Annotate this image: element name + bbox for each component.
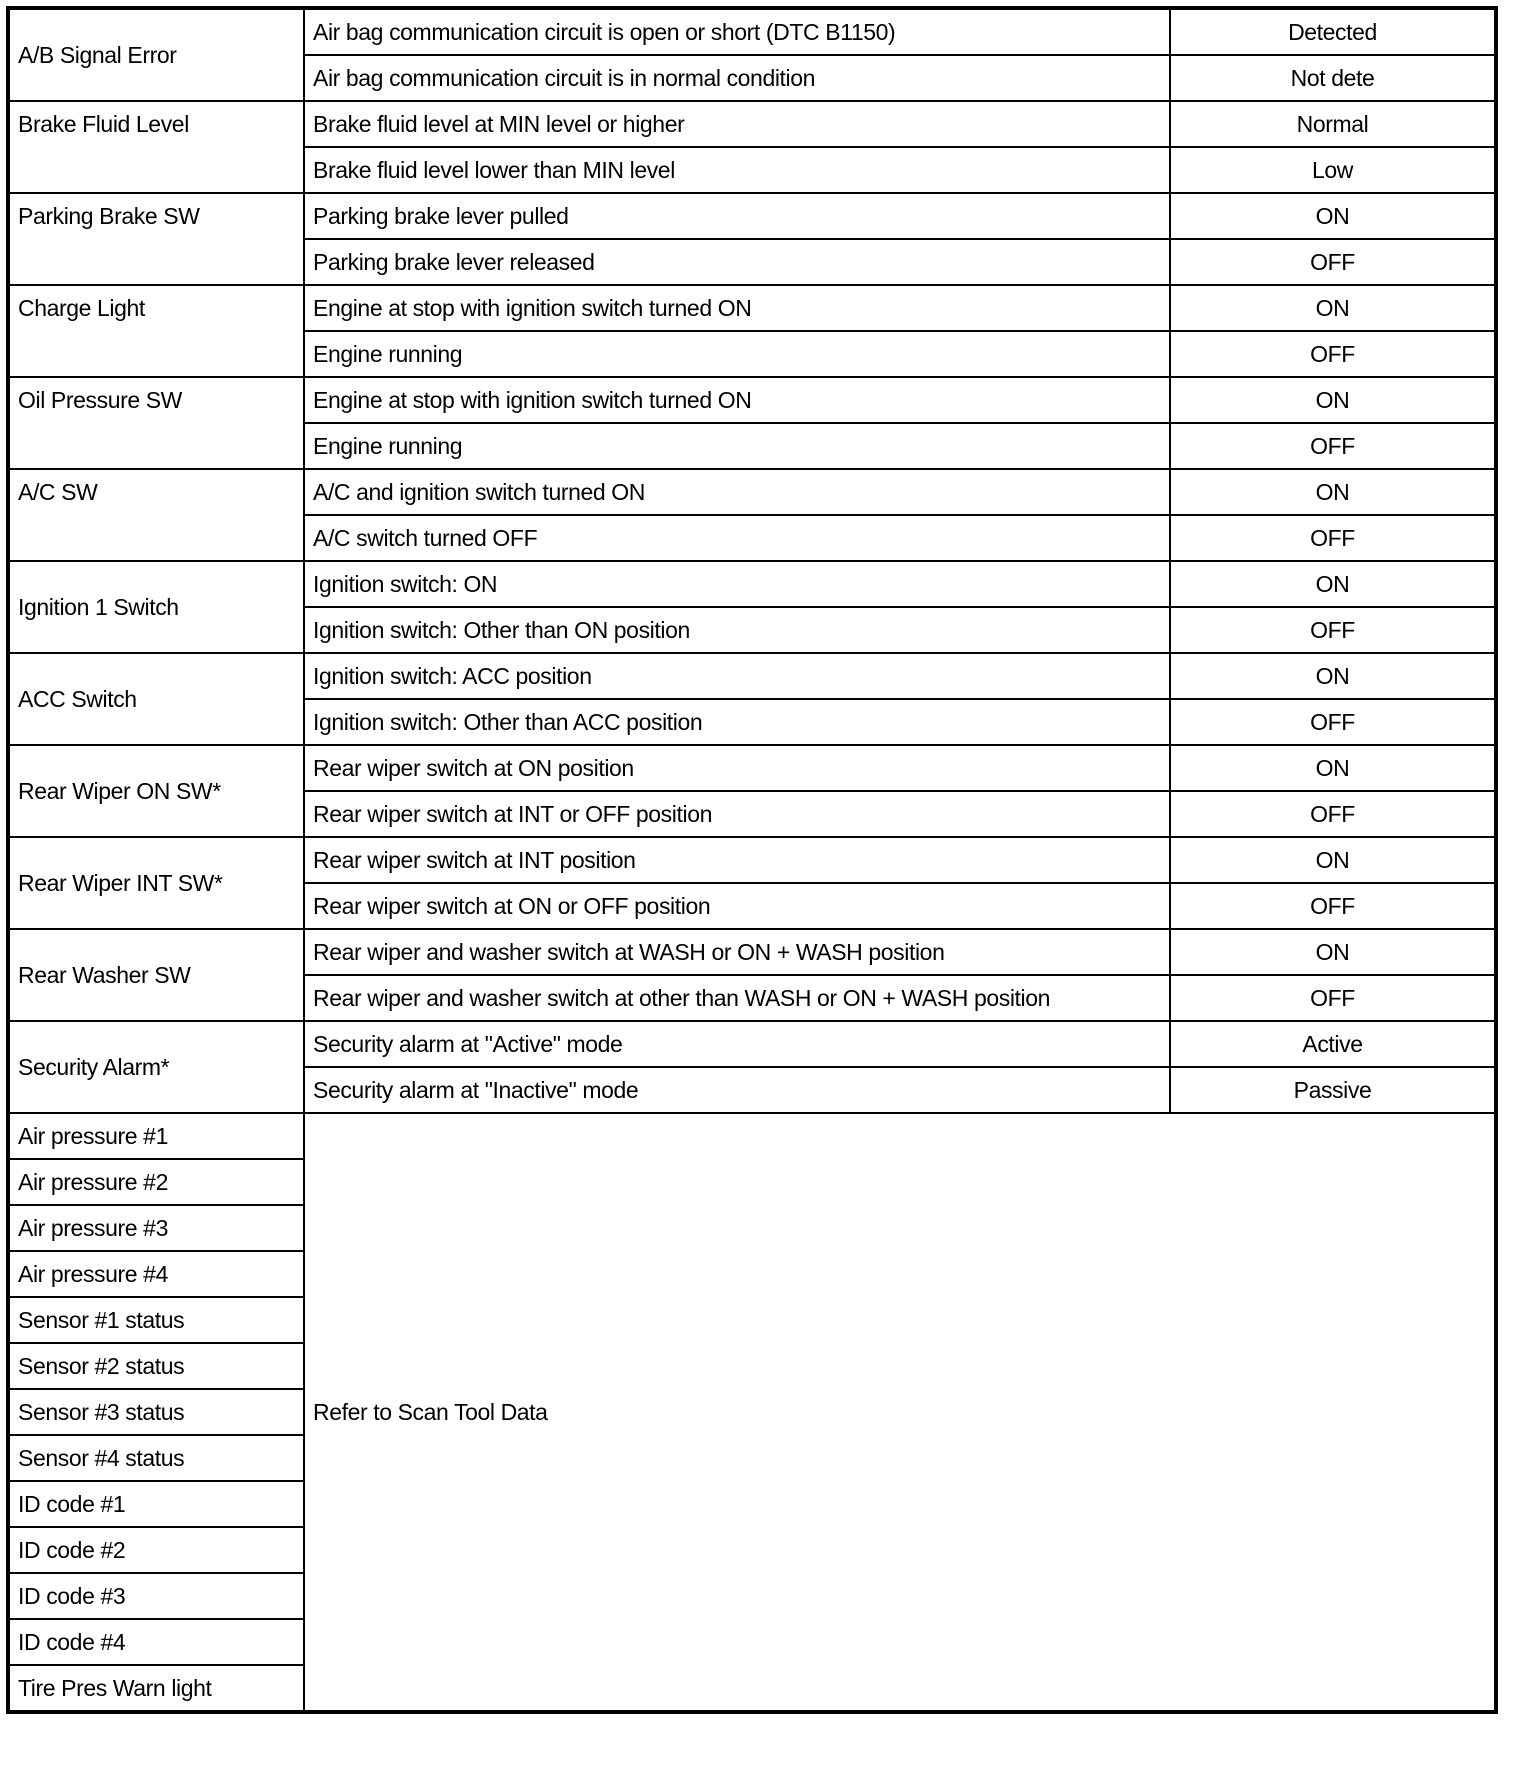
item-name-cell: Air pressure #4	[8, 1251, 304, 1297]
item-name-cell: Sensor #1 status	[8, 1297, 304, 1343]
item-name-cell: Oil Pressure SW	[8, 377, 304, 469]
condition-cell: Rear wiper switch at INT position	[304, 837, 1170, 883]
condition-cell: Ignition switch: ACC position	[304, 653, 1170, 699]
value-cell: OFF	[1170, 239, 1496, 285]
condition-cell: Ignition switch: Other than ON position	[304, 607, 1170, 653]
table-row	[8, 285, 1496, 331]
value-cell: Normal	[1170, 101, 1496, 147]
value-cell: OFF	[1170, 699, 1496, 745]
table-row	[8, 8, 1496, 55]
value-cell: ON	[1170, 377, 1496, 423]
condition-cell: Ignition switch: ON	[304, 561, 1170, 607]
item-name-cell: Rear Wiper ON SW*	[8, 745, 304, 837]
condition-cell: Rear wiper and washer switch at other than WASH or ON + WASH position	[304, 975, 1170, 1021]
value-cell: ON	[1170, 653, 1496, 699]
data-list-table	[6, 6, 1498, 1714]
item-name-cell: Air pressure #3	[8, 1205, 304, 1251]
item-name-cell: Tire Pres Warn light	[8, 1665, 304, 1712]
condition-cell: Air bag communication circuit is in normal condition	[304, 55, 1170, 101]
condition-cell: Security alarm at "Inactive" mode	[304, 1067, 1170, 1113]
item-name-cell: A/C SW	[8, 469, 304, 561]
value-cell: ON	[1170, 285, 1496, 331]
item-name-cell: ID code #4	[8, 1619, 304, 1665]
item-name-cell: Security Alarm*	[8, 1021, 304, 1113]
table-row	[8, 561, 1496, 607]
table-row	[8, 745, 1496, 791]
value-cell: ON	[1170, 745, 1496, 791]
condition-cell: Engine running	[304, 423, 1170, 469]
value-cell: Detected	[1170, 8, 1496, 55]
table-row	[8, 929, 1496, 975]
item-name-cell: Sensor #4 status	[8, 1435, 304, 1481]
condition-cell: Air bag communication circuit is open or short (DTC B1150)	[304, 8, 1170, 55]
table-row	[8, 193, 1496, 239]
item-name-cell: ID code #3	[8, 1573, 304, 1619]
condition-cell: A/C switch turned OFF	[304, 515, 1170, 561]
table-row	[8, 653, 1496, 699]
condition-cell: Engine at stop with ignition switch turned ON	[304, 285, 1170, 331]
table-row	[8, 377, 1496, 423]
item-name-cell: A/B Signal Error	[8, 8, 304, 101]
condition-cell: Brake fluid level lower than MIN level	[304, 147, 1170, 193]
value-cell: OFF	[1170, 331, 1496, 377]
condition-cell: A/C and ignition switch turned ON	[304, 469, 1170, 515]
value-cell: OFF	[1170, 423, 1496, 469]
scan-tool-reference-cell: Refer to Scan Tool Data	[304, 1113, 1496, 1712]
value-cell: OFF	[1170, 883, 1496, 929]
value-cell: Low	[1170, 147, 1496, 193]
table-row	[8, 837, 1496, 883]
condition-cell: Ignition switch: Other than ACC position	[304, 699, 1170, 745]
condition-cell: Rear wiper switch at ON or OFF position	[304, 883, 1170, 929]
value-cell: OFF	[1170, 975, 1496, 1021]
item-name-cell: Air pressure #1	[8, 1113, 304, 1159]
condition-cell: Rear wiper switch at INT or OFF position	[304, 791, 1170, 837]
condition-cell: Parking brake lever released	[304, 239, 1170, 285]
table-row	[8, 101, 1496, 147]
condition-cell: Rear wiper switch at ON position	[304, 745, 1170, 791]
item-name-cell: Brake Fluid Level	[8, 101, 304, 193]
value-cell: ON	[1170, 193, 1496, 239]
condition-cell: Brake fluid level at MIN level or higher	[304, 101, 1170, 147]
condition-cell: Engine running	[304, 331, 1170, 377]
item-name-cell: ID code #1	[8, 1481, 304, 1527]
table-row	[8, 1021, 1496, 1067]
value-cell: OFF	[1170, 791, 1496, 837]
condition-cell: Parking brake lever pulled	[304, 193, 1170, 239]
item-name-cell: Air pressure #2	[8, 1159, 304, 1205]
value-cell: ON	[1170, 561, 1496, 607]
item-name-cell: ID code #2	[8, 1527, 304, 1573]
value-cell: ON	[1170, 837, 1496, 883]
item-name-cell: Ignition 1 Switch	[8, 561, 304, 653]
table-row	[8, 469, 1496, 515]
value-cell: Active	[1170, 1021, 1496, 1067]
condition-cell: Security alarm at "Active" mode	[304, 1021, 1170, 1067]
condition-cell: Engine at stop with ignition switch turned ON	[304, 377, 1170, 423]
value-cell: ON	[1170, 929, 1496, 975]
item-name-cell: ACC Switch	[8, 653, 304, 745]
value-cell: Not dete	[1170, 55, 1496, 101]
value-cell: Passive	[1170, 1067, 1496, 1113]
table-row	[8, 1113, 1496, 1159]
value-cell: OFF	[1170, 515, 1496, 561]
item-name-cell: Parking Brake SW	[8, 193, 304, 285]
condition-cell: Rear wiper and washer switch at WASH or ON + WASH position	[304, 929, 1170, 975]
item-name-cell: Rear Washer SW	[8, 929, 304, 1021]
value-cell: OFF	[1170, 607, 1496, 653]
value-cell: ON	[1170, 469, 1496, 515]
table-body	[8, 8, 1496, 1712]
item-name-cell: Rear Wiper INT SW*	[8, 837, 304, 929]
item-name-cell: Sensor #2 status	[8, 1343, 304, 1389]
item-name-cell: Sensor #3 status	[8, 1389, 304, 1435]
item-name-cell: Charge Light	[8, 285, 304, 377]
